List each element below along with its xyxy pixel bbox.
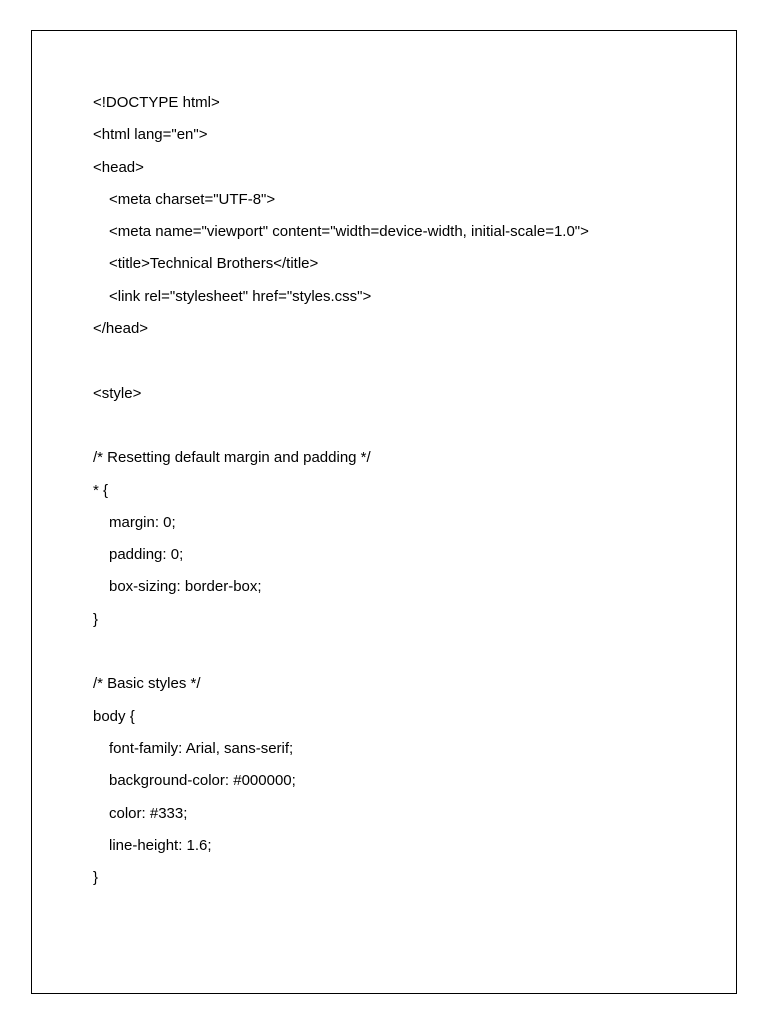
code-line: * { <box>93 481 109 499</box>
blank-line <box>93 410 589 442</box>
code-line: box-sizing: border-box; <box>109 578 262 596</box>
code-line: body { <box>93 707 135 725</box>
code-line: <meta charset="UTF-8"> <box>109 190 276 208</box>
code-line: margin: 0; <box>109 513 176 531</box>
code-line: background-color: #000000; <box>109 772 296 790</box>
code-line: <head> <box>93 158 144 176</box>
document-page <box>31 30 737 994</box>
code-line: <meta name="viewport" content="width=device-width, initial-scale=1.0"> <box>109 223 589 241</box>
code-comment: /* Resetting default margin and padding */ <box>93 449 371 467</box>
code-line: } <box>93 869 99 887</box>
code-line: color: #333; <box>109 804 188 822</box>
code-line: padding: 0; <box>109 546 184 564</box>
code-line: <style> <box>93 384 142 402</box>
code-line: } <box>93 610 99 628</box>
code-line: <link rel="stylesheet" href="styles.css"> <box>109 287 372 305</box>
code-text-block <box>93 87 589 894</box>
code-line: font-family: Arial, sans-serif; <box>109 739 294 757</box>
blank-line <box>93 636 589 668</box>
code-line: line-height: 1.6; <box>109 836 212 854</box>
code-line: <!DOCTYPE html> <box>93 94 220 111</box>
code-comment: /* Basic styles */ <box>93 675 201 693</box>
code-line: <title>Technical Brothers</title> <box>109 255 319 273</box>
code-line: <html lang="en"> <box>93 126 208 144</box>
blank-line <box>93 345 589 377</box>
code-line: </head> <box>93 320 149 338</box>
